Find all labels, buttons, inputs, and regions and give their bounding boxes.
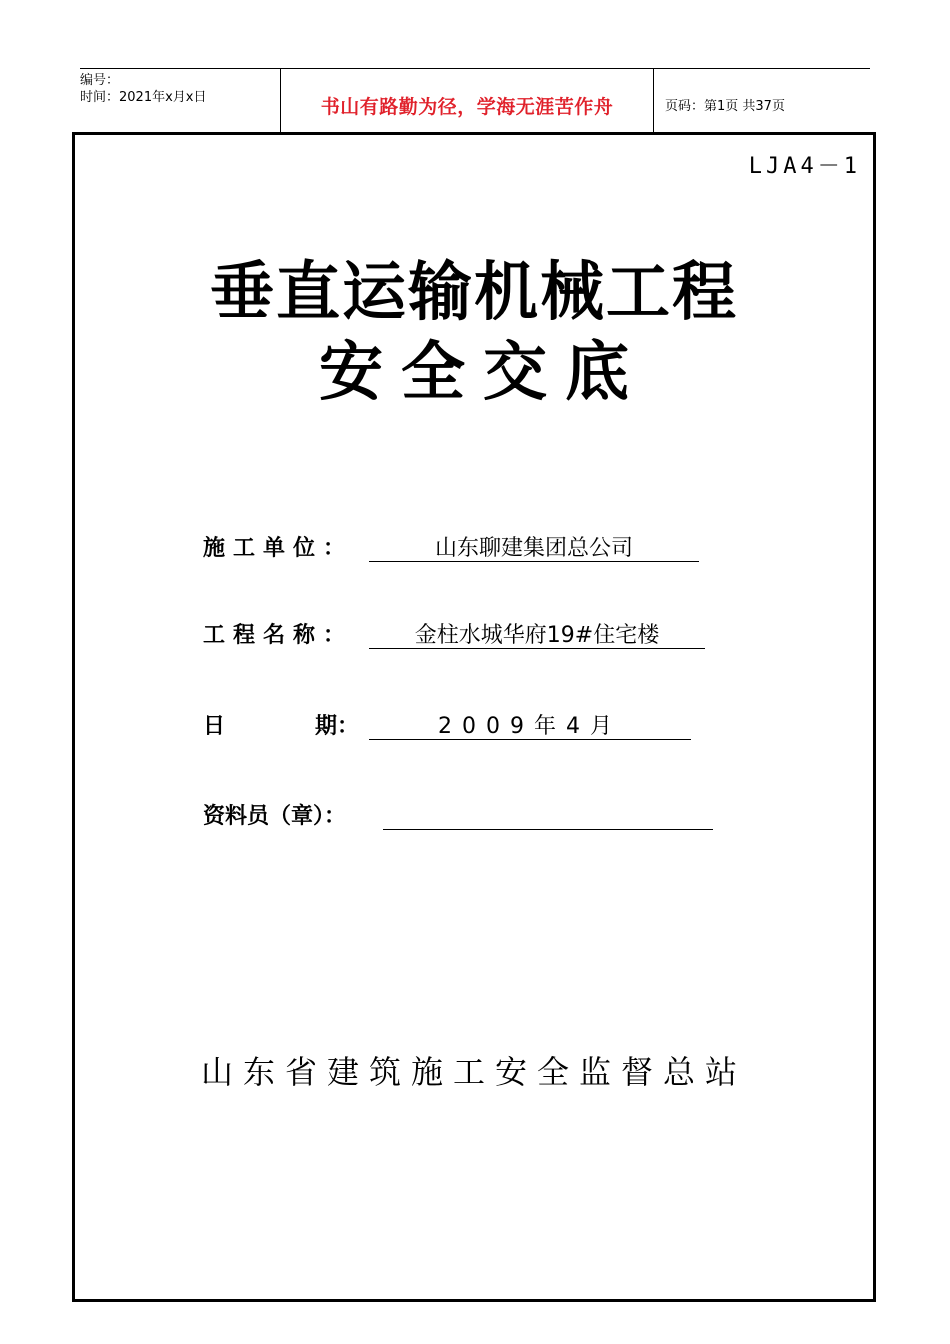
document-code: LJA4－1 [748, 154, 861, 179]
field-value: 金柱水城华府19#住宅楼 [369, 618, 705, 649]
page-header [80, 68, 870, 133]
field-value [383, 799, 713, 830]
date-label-left: 日 [203, 714, 226, 739]
title-line-1: 垂直运输机械工程 [210, 256, 738, 330]
field-label [203, 709, 359, 740]
field-label: 资料员（章）： [203, 804, 347, 829]
cover-frame [72, 132, 876, 1302]
header-meta [80, 69, 280, 136]
issuing-authority: 山东省建筑施工安全监督总站 [200, 1053, 747, 1091]
field-label: 施工单位： [203, 536, 354, 561]
field-value: 2009年4月 [369, 709, 691, 740]
field-label: 工程名称： [203, 623, 354, 648]
number-label: 编号： [80, 73, 120, 88]
time-label: 时间：2021年x月x日 [80, 90, 207, 105]
field-value: 山东聊建集团总公司 [369, 531, 699, 562]
header-motto: 书山有路勤为径，学海无涯苦作舟 [280, 69, 654, 133]
page-info: 页码：第1页 共37页 [665, 98, 785, 114]
date-label-right: 期： [315, 714, 360, 739]
title-line-2: 安全交底 [319, 336, 647, 410]
